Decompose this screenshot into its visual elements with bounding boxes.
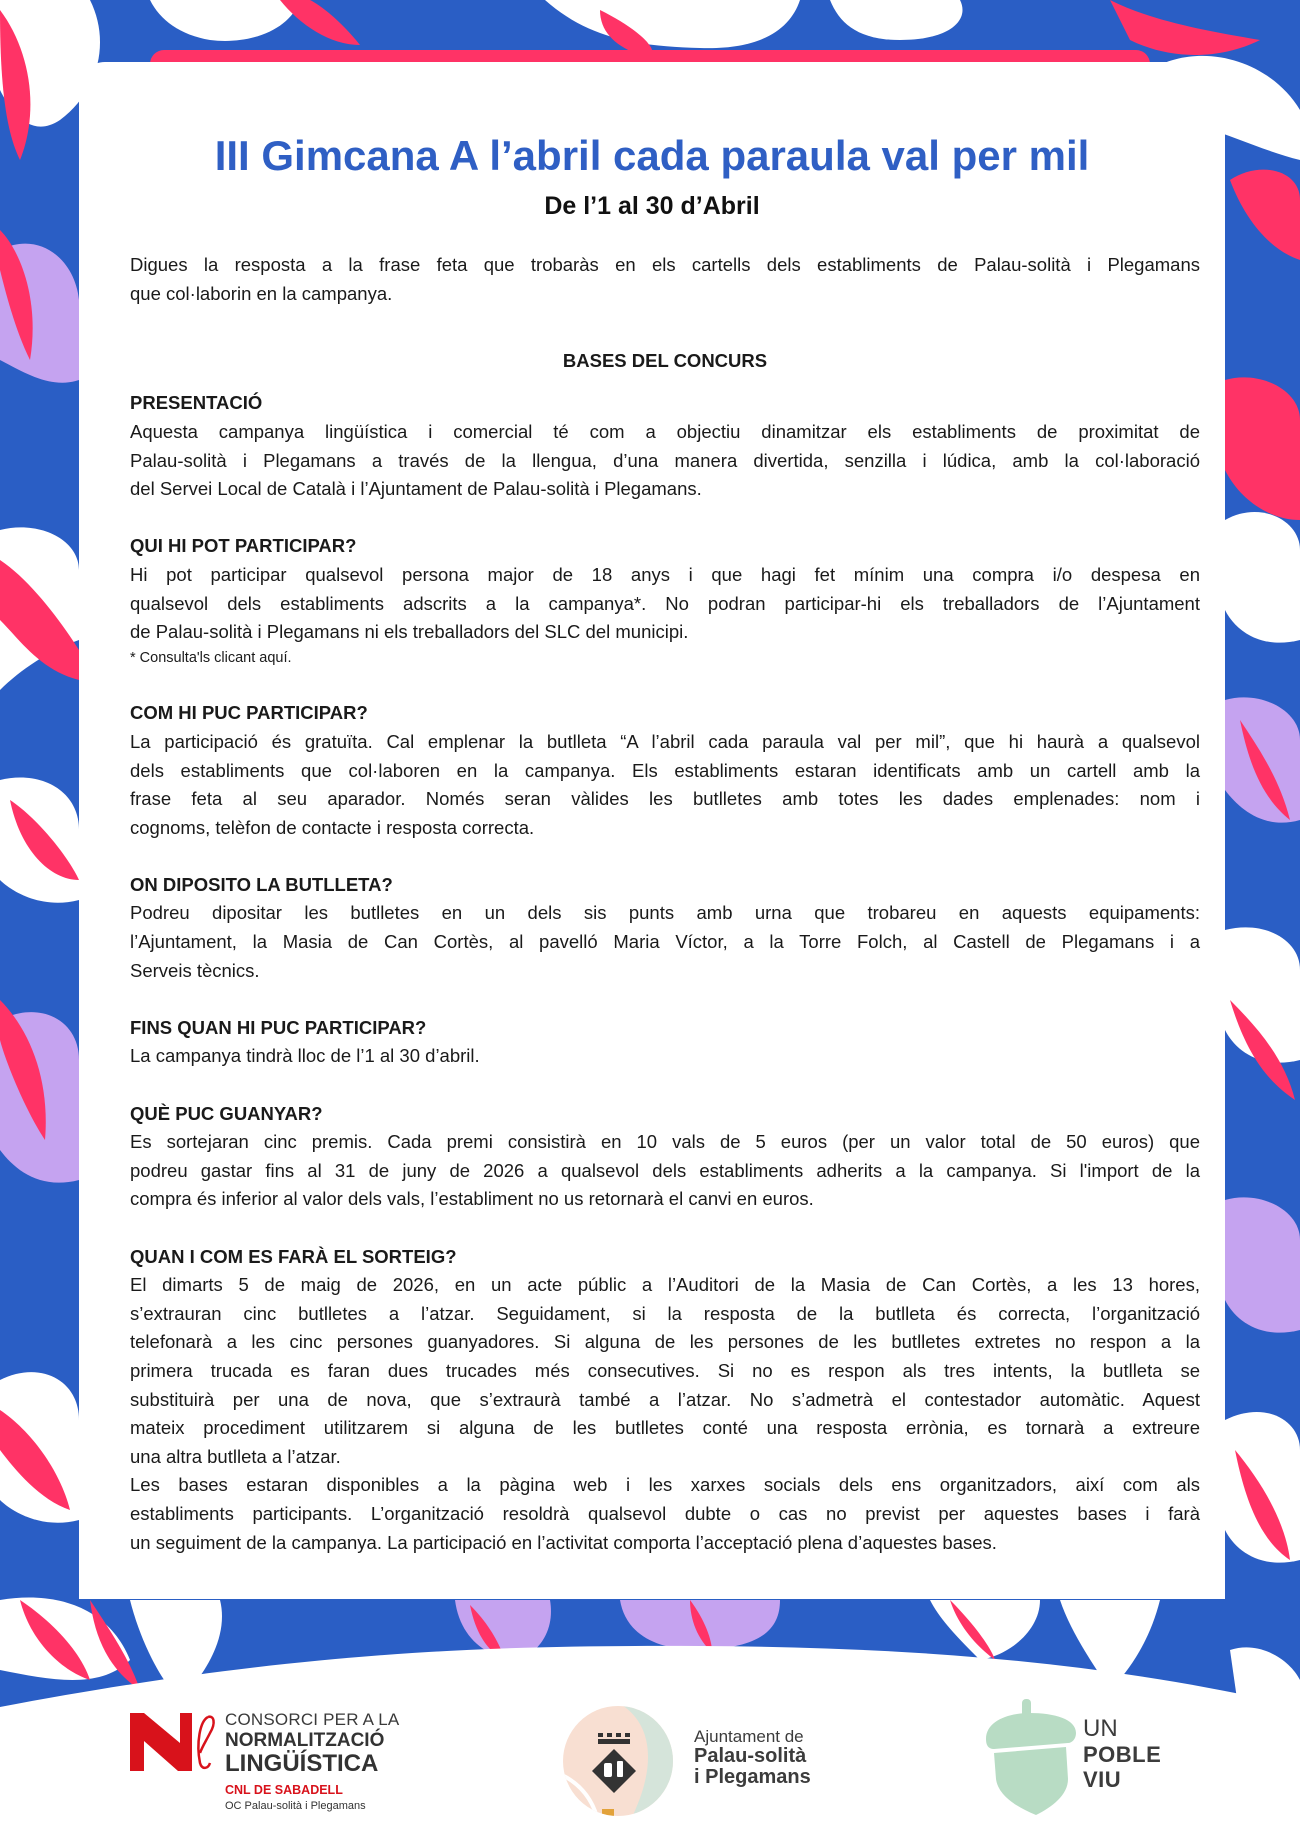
text-line: dels establiments que col·laboren en la campanya. Els establiments estaran identificats amb un cartell amb la bbox=[130, 759, 1200, 781]
cnl-line: CNL DE SABADELL bbox=[225, 1783, 343, 1797]
document-body bbox=[130, 251, 1200, 1557]
text-line: de Palau-solità i Plegamans ni els treballadors del SLC del municipi. bbox=[130, 621, 689, 643]
text-line: l’Ajuntament, la Masia de Can Cortès, al pavelló Maria Víctor, a la Torre Folch, al Castell de Plegamans i a bbox=[130, 931, 1200, 953]
text-line: s’extrauran cinc butlletes a l’atzar. Seguidament, si la resposta de la butlleta és correcta, l’organització bbox=[130, 1302, 1200, 1324]
text-line: La campanya tindrà lloc de l’1 al 30 d’abril. bbox=[130, 1045, 480, 1067]
text-line: un seguiment de la campanya. La participació en l’activitat comporta l’acceptació plena d’aquestes bases. bbox=[130, 1531, 997, 1553]
section-heading: QUÈ PUC GUANYAR? bbox=[130, 1102, 323, 1124]
text-line: del Servei Local de Català i l’Ajuntament de Palau-solità i Plegamans. bbox=[130, 478, 702, 500]
poble-viu-line: POBLE bbox=[1083, 1742, 1162, 1767]
text-line: La participació és gratuïta. Cal emplenar la butlleta “A l’abril cada paraula val per mil”, que hi haurà a qualsevol bbox=[130, 730, 1200, 752]
intro-paragraph bbox=[130, 251, 1200, 308]
poble-viu-line: VIU bbox=[1083, 1767, 1122, 1792]
section-heading: FINS QUAN HI PUC PARTICIPAR? bbox=[130, 1016, 427, 1038]
acorn-icon bbox=[982, 1699, 1078, 1815]
spacer bbox=[130, 671, 1200, 700]
spacer bbox=[130, 985, 1200, 1014]
text-line: podreu gastar fins al 31 de juny de 2026 a qualsevol dels establiments adherits a la campanya. Si l'import de la bbox=[130, 1159, 1200, 1181]
text-line: primera trucada es faran dues trucades més consecutives. Si no es respon als tres intents, la butlleta se bbox=[130, 1359, 1200, 1381]
section-heading: ON DIPOSITO LA BUTLLETA? bbox=[130, 873, 393, 895]
cnl-n-mark-icon bbox=[130, 1713, 222, 1771]
text-line: qualsevol dels establiments adscrits a la campanya*. No podran participar-hi els treballadors de l’Ajuntament bbox=[130, 592, 1200, 614]
text-line: Les bases estaran disponibles a la pàgina web i les xarxes socials dels ens organitzadors, així com als bbox=[130, 1474, 1200, 1496]
text-line: Digues la resposta a la frase feta que trobaràs en els cartells dels establiments de Palau-solità i Plegamans bbox=[130, 254, 1200, 275]
section-com-hi-puc-participar bbox=[130, 699, 1200, 842]
text-line: substituirà per una de nova, que s’extraurà també a l’atzar. No s’admetrà el contestador automàtic. Aquest bbox=[130, 1388, 1200, 1410]
cnl-line: NORMALITZACIÓ bbox=[225, 1730, 385, 1751]
text-line: Serveis tècnics. bbox=[130, 959, 260, 981]
spacer bbox=[130, 308, 1200, 337]
text-line: mateix procediment utilitzarem si alguna de les butlletes conté una resposta errònia, es tornarà a extreure bbox=[130, 1417, 1200, 1439]
section-presentacio bbox=[130, 389, 1200, 503]
text-line: Palau-solità i Plegamans a través de la llengua, d’una manera divertida, senzilla i lúdica, amb la col·laboració bbox=[130, 449, 1200, 471]
section-heading: QUAN I COM ES FARÀ EL SORTEIG? bbox=[130, 1245, 457, 1267]
bases-heading: BASES DEL CONCURS bbox=[562, 349, 768, 371]
page-title: III Gimcana A l’abril cada paraula val per mil bbox=[214, 132, 1090, 179]
section-heading: QUI HI POT PARTICIPAR? bbox=[130, 535, 357, 557]
ajuntament-text bbox=[694, 1727, 811, 1788]
text-line: frase feta al seu aparador. Només seran vàlides les butlletes amb totes les dades emplenades: nom i bbox=[130, 788, 1200, 810]
text-line: establiments participants. L’organització resoldrà qualsevol dubte o cas no previst per aquestes bases i farà bbox=[130, 1502, 1200, 1524]
poble-viu-text bbox=[1083, 1716, 1161, 1792]
text-line: telefonarà a les cinc persones guanyadores. Si alguna de les persones de les butlletes extretes no respon a la bbox=[130, 1331, 1200, 1353]
poble-viu-line: UN bbox=[1083, 1715, 1118, 1742]
cnl-line: CONSORCI PER A LA bbox=[225, 1710, 400, 1729]
establishments-link[interactable]: * Consulta'ls clicant aquí. bbox=[130, 649, 292, 666]
text-line: cognoms, telèfon de contacte i resposta correcta. bbox=[130, 816, 535, 838]
text-line: compra és inferior al valor dels vals, l’establiment no us retornarà el canvi en euros. bbox=[130, 1188, 814, 1210]
text-line: Podreu dipositar les butlletes en un dels sis punts amb urna que trobareu en aquests equipaments: bbox=[130, 902, 1200, 924]
spacer bbox=[130, 375, 1200, 389]
spacer bbox=[130, 504, 1200, 533]
ajuntament-line: i Plegamans bbox=[694, 1766, 811, 1788]
section-heading: COM HI PUC PARTICIPAR? bbox=[130, 702, 368, 724]
text-line: Es sortejaran cinc premis. Cada premi consistirà en 10 vals de 5 euros (per un valor total de 50 euros) que bbox=[130, 1131, 1200, 1153]
text-line: El dimarts 5 de maig de 2026, en un acte públic a l’Auditori de la Masia de Can Cortès, a les 13 hores, bbox=[130, 1274, 1200, 1296]
cnl-line: OC Palau-solità i Plegamans bbox=[225, 1800, 366, 1812]
page-subtitle: De l’1 al 30 d’Abril bbox=[544, 192, 760, 220]
cnl-text bbox=[225, 1710, 399, 1814]
section-on-diposito-la-butlleta bbox=[130, 871, 1200, 985]
coat-of-arms-icon bbox=[562, 1705, 674, 1817]
spacer bbox=[130, 842, 1200, 871]
spacer bbox=[130, 1071, 1200, 1100]
text-line: Aquesta campanya lingüística i comercial té com a objectiu dinamitzar els establiments de proximitat de bbox=[130, 420, 1200, 442]
text-line: que col·laborin en la campanya. bbox=[130, 282, 393, 304]
section-sorteig bbox=[130, 1243, 1200, 1558]
ajuntament-line: Ajuntament de bbox=[694, 1727, 804, 1746]
section-fins-quan bbox=[130, 1014, 1200, 1071]
spacer bbox=[130, 1214, 1200, 1243]
section-que-puc-guanyar bbox=[130, 1100, 1200, 1214]
text-line: Hi pot participar qualsevol persona major de 18 anys i que hagi fet mínim una compra i/o despesa en bbox=[130, 563, 1200, 585]
section-heading: PRESENTACIÓ bbox=[130, 392, 263, 414]
section-qui-hi-pot-participar bbox=[130, 532, 1200, 670]
text-line: una altra butlleta a l’atzar. bbox=[130, 1445, 341, 1467]
ajuntament-line: Palau-solità bbox=[694, 1745, 807, 1767]
cnl-line: LINGÜÍSTICA bbox=[225, 1750, 379, 1777]
